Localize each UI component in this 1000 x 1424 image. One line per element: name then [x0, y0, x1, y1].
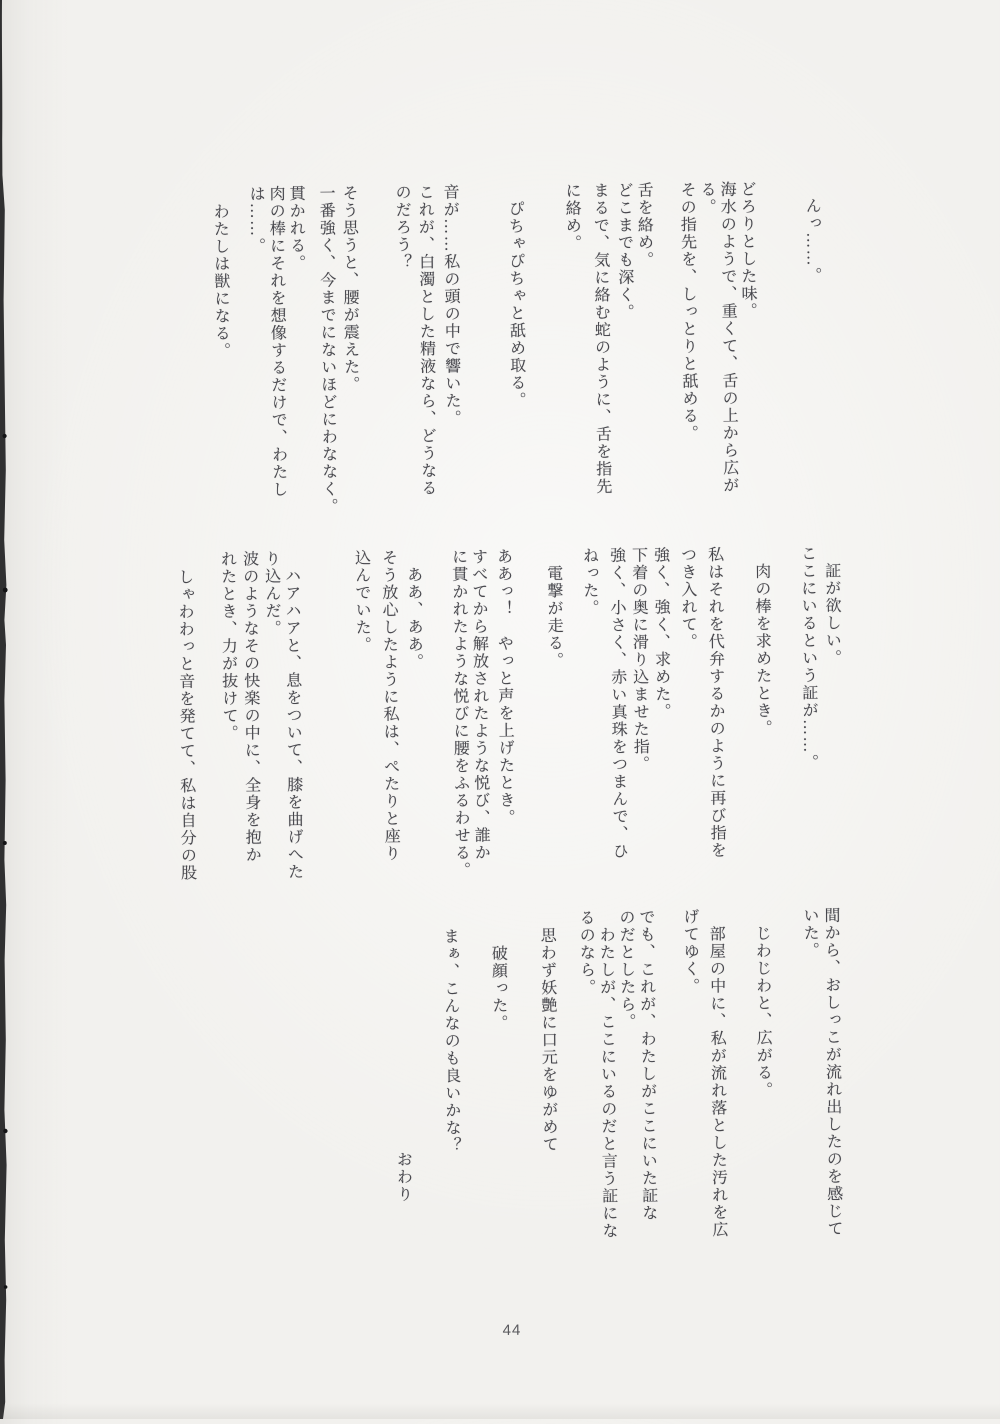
text-column: 電撃が走る。 — [544, 547, 563, 670]
text-column: おわり — [394, 1150, 412, 1204]
text-column: まるで、気に絡む蛇のように、舌を指先 — [590, 181, 611, 496]
text-column: るのなら。 — [576, 909, 595, 997]
page-number: 44 — [502, 1321, 522, 1340]
text-column: り込んだ。 — [262, 550, 281, 638]
text-column: そう思うと、腰が震えた。 — [339, 184, 359, 394]
text-column: 強く、小さく、赤い真珠をつまんで、ひ — [607, 546, 628, 861]
text-column: 強く、強く、求めた。 — [651, 546, 671, 721]
text-column: げてゆく。 — [680, 908, 699, 996]
text-column: は……。 — [246, 185, 265, 256]
text-column: すべてから解放されたような悦び、誰か — [469, 548, 490, 862]
text-column: わたしが、ここにいるのだと言う証にな — [596, 908, 618, 1240]
text-column: しゃわわっと音を発てて、私は自分の股 — [175, 550, 196, 882]
text-column: じわじわと、広がる。 — [752, 907, 772, 1099]
text-column: 波のようなその快楽の中に、全身を抱か — [240, 550, 261, 864]
text-column: ハアハアと、息をついて、膝を曲げへた — [282, 549, 303, 881]
text-column: どこまでも深く。 — [614, 181, 634, 322]
text-column: 海水のようで、重くて、舌の上から広が — [717, 180, 738, 495]
text-column: ああっ！ やっと声を上げたとき。 — [494, 547, 515, 827]
text-column: その指先を、しっとりと舐める。 — [677, 181, 698, 443]
text-column: れたとき、力が抜けて。 — [218, 550, 238, 743]
text-column: いた。 — [800, 906, 819, 960]
text-column: ねった。 — [580, 547, 599, 617]
text-column: に貫かれたような悦びに腰をふるわせる。 — [449, 548, 470, 880]
text-column: 肉の棒を求めたとき。 — [752, 545, 772, 737]
text-column: 思わず妖艶に口元をゆがめて — [537, 909, 558, 1154]
text-column: 下着の奥に滑り込ませた指。 — [629, 546, 649, 773]
text-block-bottom — [392, 907, 845, 1242]
text-column: ここにいるという証が……。 — [798, 544, 818, 772]
text-column: に絡め。 — [562, 182, 581, 252]
text-column: つき入れて。 — [678, 546, 697, 651]
text-column: 音が……私の頭の中で響いた。 — [440, 183, 461, 428]
text-column: どろりとした味。 — [737, 180, 757, 320]
text-column: ぴちゃぴちゃと舐め取る。 — [505, 182, 526, 410]
text-column: 舌を絡め。 — [634, 181, 653, 269]
text-block-top — [211, 180, 826, 516]
text-column: 込んでいた。 — [352, 549, 371, 654]
text-column: これが、白濁とした精液なら、どうなる — [415, 183, 436, 497]
text-column: んっ……。 — [802, 179, 821, 285]
text-column: 間から、おしっこが流れ出したのを感じて — [821, 906, 843, 1238]
text-column: 肉の棒にそれを想像するだけで、わたし — [266, 185, 287, 499]
text-column: 部屋の中に、私が流れ落とした汚れを広 — [706, 907, 728, 1239]
text-column: 一番強く、今までにないほどにわななく。 — [316, 184, 338, 516]
text-column: 証が欲しい。 — [822, 544, 841, 667]
text-column: 破顔った。 — [488, 909, 508, 1032]
text-column: る。 — [697, 180, 716, 216]
text-column: そう放心したように私は、ぺたりと座り — [379, 548, 400, 863]
text-column: まぁ、こんなのも良いかな？ — [440, 910, 461, 1155]
text-column: 私はそれを代弁するかのように再び指を — [705, 545, 726, 860]
text-block-middle — [175, 545, 845, 882]
text-column: わたしは獣になる。 — [210, 185, 230, 360]
text-column: 貫かれる。 — [286, 184, 305, 273]
text-column: のだろう？ — [392, 183, 411, 271]
text-column: でも、これが、わたしがここにいた証な — [636, 908, 657, 1222]
text-column: のだとしたら。 — [616, 908, 636, 1031]
text-column: ああ、ああ。 — [404, 548, 423, 671]
